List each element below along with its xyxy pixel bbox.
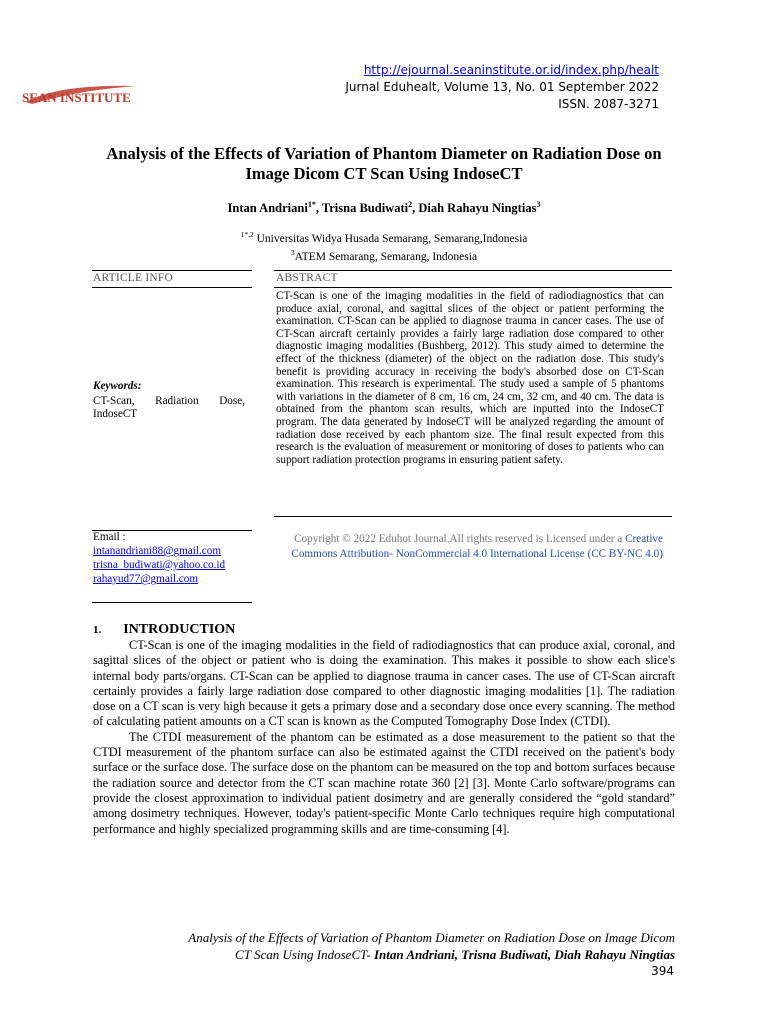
author-name: Trisna Budiwati (321, 201, 409, 216)
footer-title-part: CT Scan Using IndoseCT- (235, 947, 374, 962)
footer-line-2 (92, 946, 675, 963)
affiliation-2 (92, 246, 676, 264)
footer-authors: Intan Andriani, Trisna Budiwati, Diah Rahayu Ningtias (373, 947, 675, 962)
footer-line-1: Analysis of the Effects of Variation of Phantom Diameter on Radiation Dose on Image Dicom (188, 930, 675, 945)
copyright-notice (290, 532, 663, 561)
introduction-body (93, 638, 675, 837)
page-number: 394 (651, 964, 674, 978)
keywords-label: Keywords: (93, 380, 142, 392)
affiliation-text: Universitas Widya Husada Semarang, Semarang,Indonesia (253, 232, 528, 245)
abstract-heading: ABSTRACT (276, 272, 338, 284)
affiliation-1 (92, 228, 676, 246)
email-bottom-rule (92, 602, 252, 603)
author-list: Intan Andriani$^{1*}$, Trisna Budiwati$^2$, Diah Rahayu Ningtias$^3$ (227, 200, 541, 216)
affiliation-text: ATEM Semarang, Semarang, Indonesia (294, 250, 478, 263)
article-info-top-rule (92, 270, 252, 271)
running-footer (92, 929, 675, 963)
abstract-text: CT-Scan is one of the imaging modalities in the field of radiodiagnostics that can produce axial, coronal, and sagittal slices of the object or patient performing the examination. CT-Scan can be applied to diagnose trauma in cancer cases. The use of CT-Scan aircraft certainly provides a fairly large radiation dose compared to other diagnostic imaging modalities (Bushberg, 2012). This study aimed to determine the effect of the thickness (diameter) of the object on the radiation dose. This study's benefit is providing accuracy in receiving the body's absorbed dose on CT-Scan examination. This research is experimental. The study used a sample of 5 phantoms with variations in the diameter of 8 cm, 16 cm, 24 cm, 32 cm, and 40 cm. The data is obtained from the phantom scan results, which are inputted into the IndoseCT program. The data generated by IndoseCT will be analyzed regarding the amount of radiation dose received by each phantom size. The final result expected from this research is the evaluation of measurement or monitoring of doses to patients who can support radiation protection programs in ensuring patient safety. (276, 290, 664, 466)
abstract-bottom-rule (274, 516, 672, 517)
paper-title: Analysis of the Effects of Variation of Phantom Diameter on Radiation Dose on Image Dicom CT Scan Using IndoseCT (106, 144, 662, 183)
affiliations (92, 228, 676, 264)
journal-url-link[interactable]: http://ejournal.seaninstitute.or.id/index.php/healt (363, 63, 659, 77)
email-link[interactable]: trisna_budiwati@yahoo.co.id (93, 559, 226, 571)
author-sup: 3 (536, 200, 541, 209)
logo-text: SEAN INSTITUTE (22, 90, 131, 105)
email-link[interactable]: rahayud77@gmail.com (93, 573, 199, 585)
article-info-heading: ARTICLE INFO (93, 272, 173, 284)
section-heading (93, 622, 235, 638)
issn: ISSN. 2087-3271 (558, 97, 659, 111)
author-sup: 2 (408, 200, 413, 209)
affiliation-sup: 1*,2 (240, 230, 254, 239)
abstract-top-rule (274, 270, 672, 271)
sean-institute-logo (18, 80, 158, 110)
author-name: Intan Andriani (227, 201, 308, 216)
abstract-header-rule (274, 287, 672, 288)
journal-info: Jurnal Eduhealt, Volume 13, No. 01 September 2022 (345, 80, 659, 94)
author-name: Diah Rahayu Ningtias (418, 201, 537, 216)
keywords-text: CT-Scan, Radiation Dose, IndoseCT (93, 395, 245, 420)
copyright-text: Copyright © 2022 Eduhot Journal.All rights reserved is Licensed under a (294, 533, 626, 545)
email-label: Email : (93, 531, 126, 543)
affiliation-sup: 3 (290, 247, 295, 257)
paragraph: CT-Scan is one of the imaging modalities in the field of radiodiagnostics that can produce axial, coronal, and sagittal slices of the object or patient who is doing the examination. This makes it possible to show each slice's internal body parts/organs. CT-Scan can be applied to diagnose trauma in cancer cases. The use of CT-Scan aircraft certainly provides a fairly large radiation dose compared to other diagnostic imaging modalities [1]. The radiation dose on a CT scan is very high because it gets a primary dose and a secondary dose once every scanning. The method of calculating patient amounts on a CT scan is known as the Computed Tomography Dose Index (CTDI). (93, 638, 675, 729)
license-link[interactable]: Creative Commons Attribution- NonCommercial 4.0 International License (CC BY-NC 4.0) (291, 533, 663, 560)
paragraph: The CTDI measurement of the phantom can be estimated as a dose measurement to the patient so that the CTDI measurement of the phantom surface can also be estimated against the CTDI received on the patient's body surface or the surface dose. The surface dose on the phantom can be measured on the top and bottom surfaces because the radiation source and detector from the CT scan machine rotate 360 [2] [3]. Monte Carlo software/programs can provide the closest approximation to individual patient dosimetry and are generally considered the “gold standard” among dosimetry techniques. However, today's patient-specific Monte Carlo techniques require high computational performance and highly specialized programming skills and are time-consuming [4]. (93, 729, 675, 836)
author-sup: 1* (307, 200, 316, 209)
section-number: 1. (93, 624, 102, 636)
section-title: INTRODUCTION (123, 622, 236, 637)
article-info-header-rule (92, 287, 252, 288)
email-link[interactable]: intanandriani88@gmail.com (93, 545, 222, 557)
